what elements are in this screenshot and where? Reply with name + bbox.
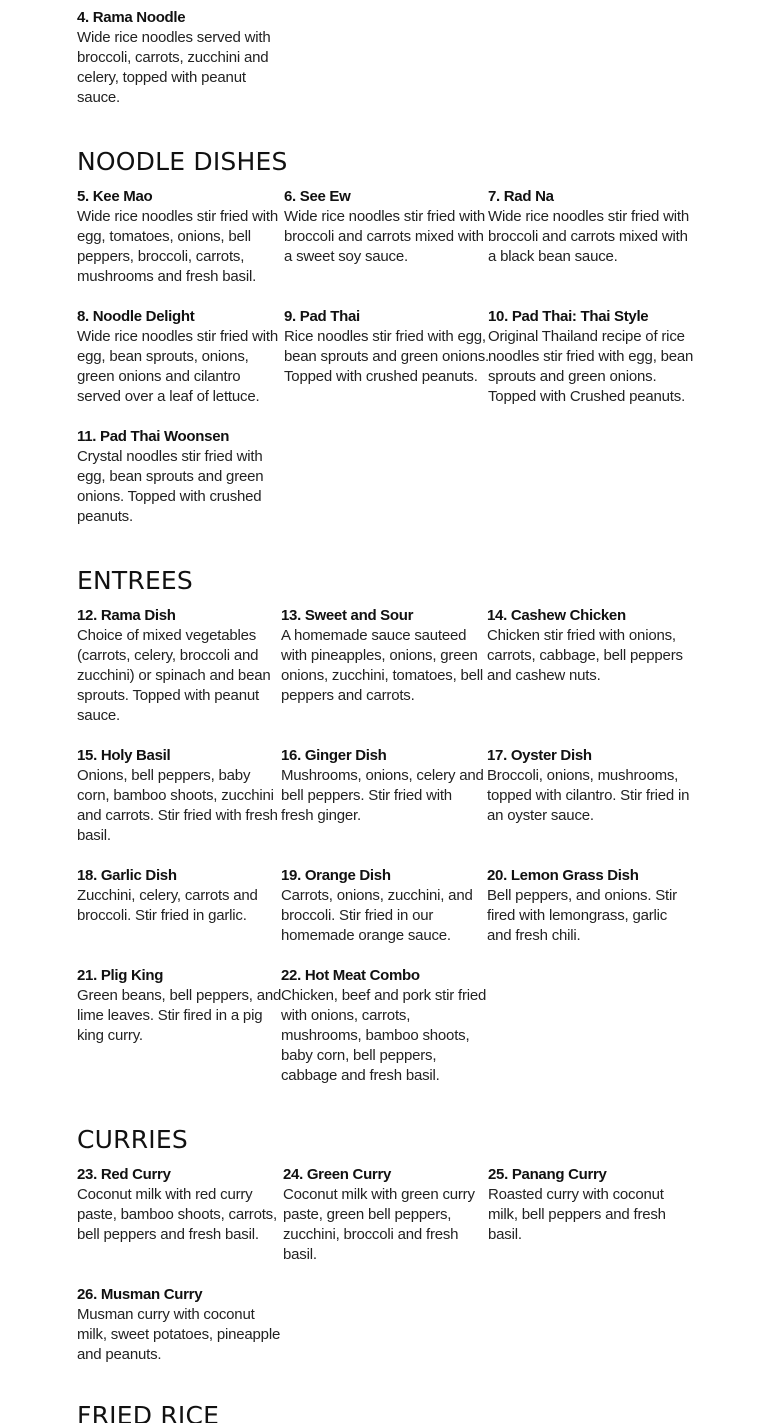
menu-item bbox=[283, 1165, 489, 1265]
menu-item-name: 16. Ginger Dish bbox=[281, 747, 387, 764]
menu-item-name: 7. Rad Na bbox=[488, 188, 554, 205]
menu-item-name: 11. Pad Thai Woonsen bbox=[77, 428, 230, 445]
menu-item bbox=[77, 187, 283, 287]
menu-item-name: 5. Kee Mao bbox=[77, 188, 153, 205]
menu-item-name: 21. Plig King bbox=[77, 967, 164, 984]
menu-item bbox=[488, 1165, 694, 1245]
menu-item-name: 14. Cashew Chicken bbox=[487, 607, 626, 624]
menu-item bbox=[284, 307, 490, 387]
menu-item-description: Wide rice noodles served with broccoli, carrots, zucchini and celery, topped with peanut sauce. bbox=[77, 29, 271, 106]
menu-item-description: Green beans, bell peppers, and lime leaves. Stir fired in a pig king curry. bbox=[77, 987, 282, 1044]
menu-item-description: A homemade sauce sauteed with pineapples, onions, green onions, zucchini, tomatoes, bell peppers and carrots. bbox=[281, 627, 484, 704]
menu-item bbox=[77, 1165, 283, 1245]
menu-item-name: 19. Orange Dish bbox=[281, 867, 391, 884]
menu-item bbox=[488, 187, 694, 267]
menu-item-name: 13. Sweet and Sour bbox=[281, 607, 414, 624]
menu-item-name: 15. Holy Basil bbox=[77, 747, 171, 764]
menu-item-description: Wide rice noodles stir fried with broccoli and carrots mixed with a black bean sauce. bbox=[488, 208, 689, 265]
menu-item-name: 18. Garlic Dish bbox=[77, 867, 177, 884]
menu-item-name: 24. Green Curry bbox=[283, 1166, 392, 1183]
menu-item-description: Original Thailand recipe of rice noodles stir fried with egg, bean sprouts and green onions. Topped with Crushed peanuts. bbox=[488, 328, 694, 405]
menu-item-name: 25. Panang Curry bbox=[488, 1166, 607, 1183]
section-title-curries: CURRIES bbox=[77, 1125, 188, 1154]
menu-item-description: Choice of mixed vegetables (carrots, celery, broccoli and zucchini) or spinach and bean sprouts. Topped with peanut sauce. bbox=[77, 627, 271, 724]
menu-item-description: Roasted curry with coconut milk, bell peppers and fresh basil. bbox=[488, 1186, 666, 1243]
menu-item-description: Carrots, onions, zucchini, and broccoli. Stir fried in our homemade orange sauce. bbox=[281, 887, 473, 944]
menu-item bbox=[281, 746, 487, 826]
menu-item-name: 23. Red Curry bbox=[77, 1166, 171, 1183]
menu-item-description: Zucchini, celery, carrots and broccoli. Stir fried in garlic. bbox=[77, 887, 258, 924]
menu-item-name: 10. Pad Thai: Thai Style bbox=[488, 308, 649, 325]
menu-item-name: 26. Musman Curry bbox=[77, 1286, 203, 1303]
menu-item bbox=[77, 866, 283, 926]
section-title-noodle-dishes: NOODLE DISHES bbox=[77, 147, 288, 176]
menu-item-description: Crystal noodles stir fried with egg, bean sprouts and green onions. Topped with crushed peanuts. bbox=[77, 448, 264, 525]
menu-item-description: Wide rice noodles stir fried with egg, bean sprouts, onions, green onions and cilantro served over a leaf of lettuce. bbox=[77, 328, 278, 405]
menu-item-name: 20. Lemon Grass Dish bbox=[487, 867, 639, 884]
menu-item bbox=[77, 1285, 283, 1365]
section-title-fried-rice: FRIED RICE bbox=[77, 1401, 220, 1423]
menu-item-description: Wide rice noodles stir fried with egg, tomatoes, onions, bell peppers, broccoli, carrots, mushrooms and fresh basil. bbox=[77, 208, 278, 285]
menu-item-name: 6. See Ew bbox=[284, 188, 351, 205]
menu-item-name: 22. Hot Meat Combo bbox=[281, 967, 420, 984]
menu-item bbox=[487, 606, 693, 686]
menu-item bbox=[77, 606, 283, 726]
menu-item bbox=[77, 966, 283, 1046]
menu-item-description: Broccoli, onions, mushrooms, topped with cilantro. Stir fried in an oyster sauce. bbox=[487, 767, 690, 824]
menu-item-description: Wide rice noodles stir fried with broccoli and carrots mixed with a sweet soy sauce. bbox=[284, 208, 485, 265]
menu-item-description: Musman curry with coconut milk, sweet potatoes, pineapple and peanuts. bbox=[77, 1306, 281, 1363]
menu-item-name: 17. Oyster Dish bbox=[487, 747, 592, 764]
menu-item-description: Mushrooms, onions, celery and bell peppers. Stir fried with fresh ginger. bbox=[281, 767, 484, 824]
menu-item-description: Bell peppers, and onions. Stir fired with lemongrass, garlic and fresh chili. bbox=[487, 887, 677, 944]
menu-item bbox=[284, 187, 490, 267]
menu-item-name: 9. Pad Thai bbox=[284, 308, 360, 325]
menu-item-description: Rice noodles stir fried with egg, bean sprouts and green onions. Topped with crushed peanuts. bbox=[284, 328, 489, 385]
menu-item bbox=[281, 866, 487, 946]
menu-item-description: Chicken, beef and pork stir fried with onions, carrots, mushrooms, bamboo shoots, baby corn, bell peppers, cabbage and fresh basil. bbox=[281, 987, 487, 1084]
menu-item-name: 12. Rama Dish bbox=[77, 607, 176, 624]
menu-item-name: 8. Noodle Delight bbox=[77, 308, 195, 325]
menu-item-description: Coconut milk with green curry paste, green bell peppers, zucchini, broccoli and fresh basil. bbox=[283, 1186, 475, 1263]
menu-item-name: 4. Rama Noodle bbox=[77, 9, 186, 26]
menu-item-description: Onions, bell peppers, baby corn, bamboo shoots, zucchini and carrots. Stir fried with fresh basil. bbox=[77, 767, 278, 844]
menu-item bbox=[488, 307, 694, 407]
menu-item-description: Chicken stir fried with onions, carrots, cabbage, bell peppers and cashew nuts. bbox=[487, 627, 683, 684]
menu-item bbox=[281, 966, 487, 1086]
menu-item bbox=[281, 606, 487, 706]
menu-item bbox=[77, 8, 283, 108]
menu-item-description: Coconut milk with red curry paste, bamboo shoots, carrots, bell peppers and fresh basil. bbox=[77, 1186, 277, 1243]
menu-item bbox=[487, 746, 693, 826]
menu-item bbox=[487, 866, 693, 946]
menu-item bbox=[77, 427, 283, 527]
section-title-entrees: ENTREES bbox=[77, 566, 193, 595]
menu-item bbox=[77, 307, 283, 407]
menu-item bbox=[77, 746, 283, 846]
